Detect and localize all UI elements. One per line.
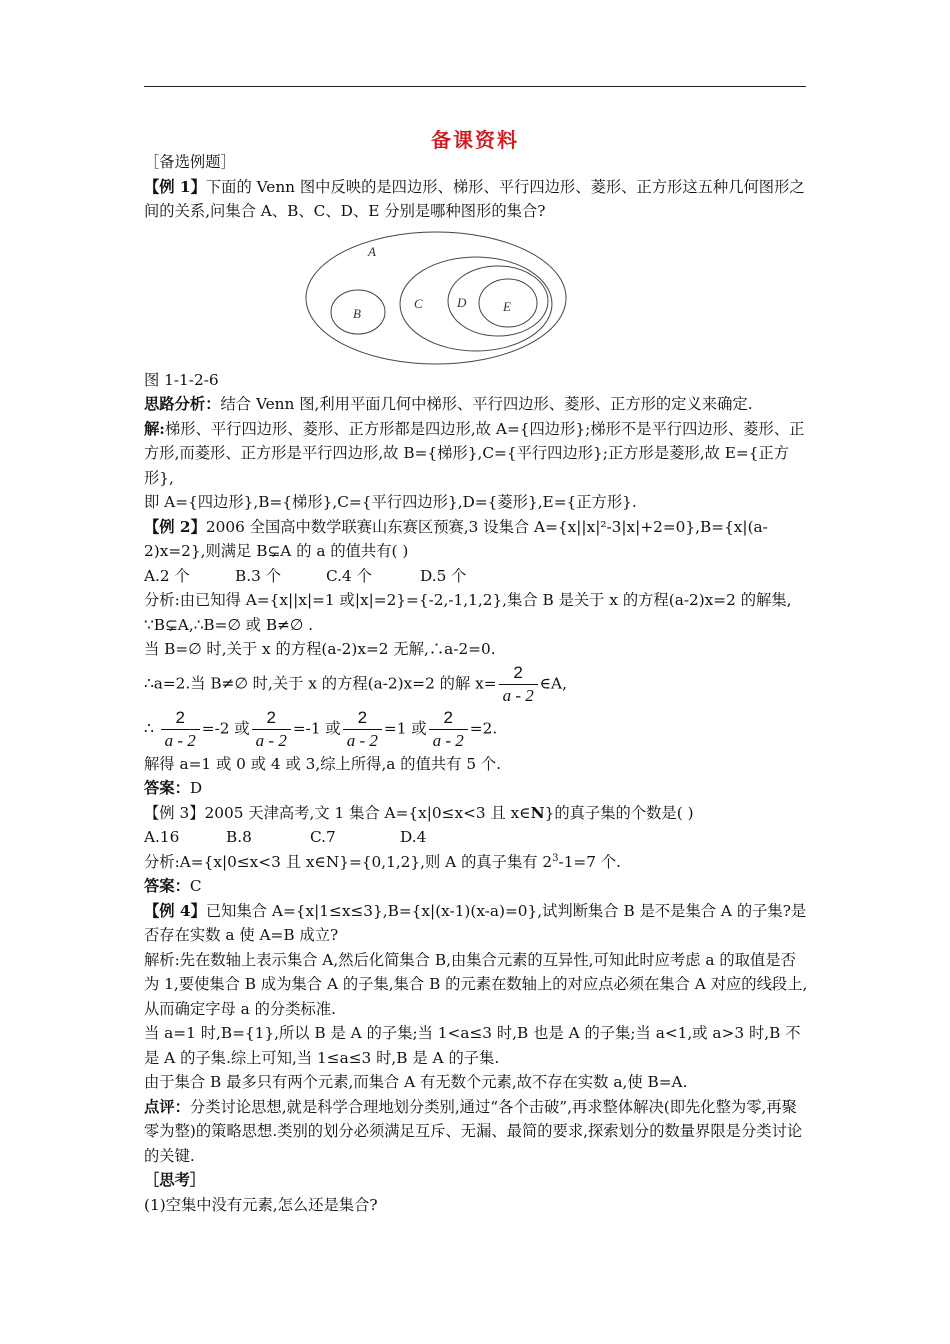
- fraction-denominator: a - 2: [432, 730, 464, 750]
- example-1-text: 下面的 Venn 图中反映的是四边形、梯形、平行四边形、菱形、正方形这五种几何图形之间的关系,问集合 A、B、C、D、E 分别是哪种图形的集合?: [144, 177, 805, 220]
- think-heading: ［思考］: [144, 1171, 206, 1189]
- example-3-tag: 【例 3】: [144, 803, 205, 822]
- example-3-text: 2005 天津高考,文 1 集合 A={x|0≤x<3 且 x∈: [204, 803, 531, 822]
- option-d: D.4: [400, 828, 427, 846]
- example-3-question: [144, 801, 808, 826]
- case-4: =2.: [469, 719, 498, 737]
- example-3-text-end: }的真子集的个数是( ): [544, 803, 694, 822]
- fraction-numerator: 2: [161, 707, 200, 730]
- fraction: [161, 707, 200, 752]
- venn-label-d: D: [457, 294, 467, 310]
- analysis-label: 思路分析：: [144, 395, 221, 413]
- option-b: B.8: [226, 828, 252, 846]
- exponent: 3: [552, 852, 559, 864]
- example-3-answer: [144, 874, 808, 899]
- answer-value: C: [189, 877, 202, 895]
- example-3-options: [144, 825, 808, 850]
- fraction-denominator: a - 2: [502, 685, 534, 705]
- case-2: =-1 或: [292, 719, 341, 737]
- comment-text: 分类讨论思想,就是科学合理地划分类别,通过“各个击破”,再求整体解决(即先化整为零,再聚零为整)的策略思想.类别的划分必须满足互斥、无漏、最简的要求,探索划分的数量界限是分类讨论的关键.: [144, 1097, 803, 1165]
- venn-label-a: A: [368, 243, 376, 259]
- fraction-denominator: a - 2: [164, 730, 196, 750]
- example-1-solution-summary: 即 A={四边形},B={梯形},C={平行四边形},D={菱形},E={正方形}.: [144, 493, 637, 511]
- figure-caption: 图 1-1-2-6: [144, 370, 219, 389]
- example-4-cases: 当 a=1 时,B={1},所以 B 是 A 的子集;当 1<a≤3 时,B 也是 A 的子集;当 a<1,或 a>3 时,B 不是 A 的子集.综上可知,当 1≤a≤3 时,B 是 A 的子集.: [144, 1024, 801, 1067]
- document-body: [144, 150, 808, 1217]
- option-a: A.2 个: [144, 566, 190, 585]
- venn-label-b: B: [353, 305, 361, 321]
- example-4-text: 已知集合 A={x|1≤x≤3},B={x|(x-1)(x-a)=0},试判断集合 B 是不是集合 A 的子集?是否存在实数 a 使 A=B 成立?: [144, 901, 807, 944]
- analysis-text: 分析:A={x|0≤x<3 且 x∈N}={0,1,2},则 A 的真子集有 2: [144, 852, 553, 871]
- section-heading: ［备选例题］: [144, 153, 236, 171]
- answer-label: 答案：: [144, 779, 190, 797]
- fraction: [429, 707, 468, 752]
- example-2-analysis-5: [144, 707, 808, 752]
- example-4-analysis: 解析:先在数轴上表示集合 A,然后化简集合 B,由集合元素的互异性,可知此时应考虑 a 的取值是否为 1,要使集合 B 成为集合 A 的子集,集合 B 的元素在数轴上的对应点必须在集合 A 对应的线段上,从而确定字母 a 的分类标准.: [144, 950, 808, 1018]
- analysis-text: 结合 Venn 图,利用平面几何中梯形、平行四边形、菱形、正方形的定义来确定.: [220, 395, 753, 413]
- option-a: A.16: [144, 828, 180, 846]
- analysis-tail: -1=7 个.: [558, 852, 622, 871]
- option-b: B.3 个: [235, 566, 281, 585]
- example-2-question: [144, 515, 808, 564]
- example-2-analysis-2: ∵B⊊A,∴B=∅ 或 B≠∅ .: [144, 615, 313, 634]
- therefore-symbol: ∴: [144, 719, 154, 737]
- fraction-numerator: 2: [499, 662, 538, 685]
- example-4-conclusion: 由于集合 B 最多只有两个元素,而集合 A 有无数个元素,故不存在实数 a,使 B=A.: [144, 1073, 688, 1091]
- answer-label: 答案：: [144, 877, 190, 895]
- example-4-tag: 【例 4】: [144, 901, 206, 920]
- example-1-tag: 【例 1】: [144, 177, 206, 196]
- example-2-text: 2006 全国高中数学联赛山东赛区预赛,3 设集合 A={x||x|²-3|x|+2=0},B={x|(a-2)x=2},则满足 B⊊A 的 a 的值共有( ): [144, 517, 768, 560]
- think-question-1: (1)空集中没有元素,怎么还是集合?: [144, 1195, 378, 1214]
- natural-numbers-symbol: N: [530, 803, 545, 822]
- venn-label-e: E: [503, 298, 511, 314]
- solution-text: 梯形、平行四边形、菱形、正方形都是四边形,故 A={四边形};梯形不是平行四边形、菱形、正方形,而菱形、正方形是平行四边形,故 B={梯形},C={平行四边形};正方形是菱形,故 E={正方形},: [144, 419, 805, 487]
- fraction: [252, 707, 291, 752]
- example-1-solution: [144, 417, 808, 491]
- analysis-4-text: ∴a=2.当 B≠∅ 时,关于 x 的方程(a-2)x=2 的解 x=: [144, 674, 497, 692]
- venn-set-c: [400, 257, 552, 351]
- page-title: 备课资料: [431, 128, 519, 152]
- fraction-numerator: 2: [343, 707, 382, 730]
- fraction-denominator: a - 2: [255, 730, 287, 750]
- case-1: =-2 或: [201, 719, 250, 737]
- venn-label-c: C: [414, 295, 423, 311]
- example-2-analysis-3: 当 B=∅ 时,关于 x 的方程(a-2)x=2 无解,∴a-2=0.: [144, 640, 496, 658]
- solution-label: 解:: [144, 419, 165, 438]
- answer-value: D: [189, 779, 203, 797]
- example-2-answer: [144, 776, 808, 801]
- header-rule: [144, 86, 806, 87]
- fraction-numerator: 2: [429, 707, 468, 730]
- fraction-denominator: a - 2: [346, 730, 378, 750]
- comment-label: 点评：: [144, 1097, 190, 1116]
- option-c: C.4 个: [326, 566, 372, 585]
- venn-diagram: [304, 228, 574, 368]
- example-3-analysis: [144, 850, 808, 875]
- fraction: [343, 707, 382, 752]
- example-4-question: [144, 899, 808, 948]
- example-4-comment: [144, 1095, 808, 1169]
- fraction-numerator: 2: [252, 707, 291, 730]
- case-3: =1 或: [383, 719, 427, 737]
- example-2-options: [144, 564, 808, 589]
- analysis-4-tail: ∈A,: [539, 674, 567, 692]
- fraction: [499, 662, 538, 707]
- example-2-analysis-4: [144, 662, 808, 707]
- option-c: C.7: [310, 828, 336, 846]
- example-1-analysis: [144, 392, 808, 417]
- example-1-question: [144, 175, 808, 224]
- example-2-tag: 【例 2】: [144, 517, 206, 536]
- option-d: D.5 个: [420, 566, 467, 585]
- example-2-analysis-1: 分析:由已知得 A={x||x|=1 或|x|=2}={-2,-1,1,2},集合 B 是关于 x 的方程(a-2)x=2 的解集,: [144, 591, 792, 609]
- example-2-conclusion: 解得 a=1 或 0 或 4 或 3,综上所得,a 的值共有 5 个.: [144, 754, 502, 773]
